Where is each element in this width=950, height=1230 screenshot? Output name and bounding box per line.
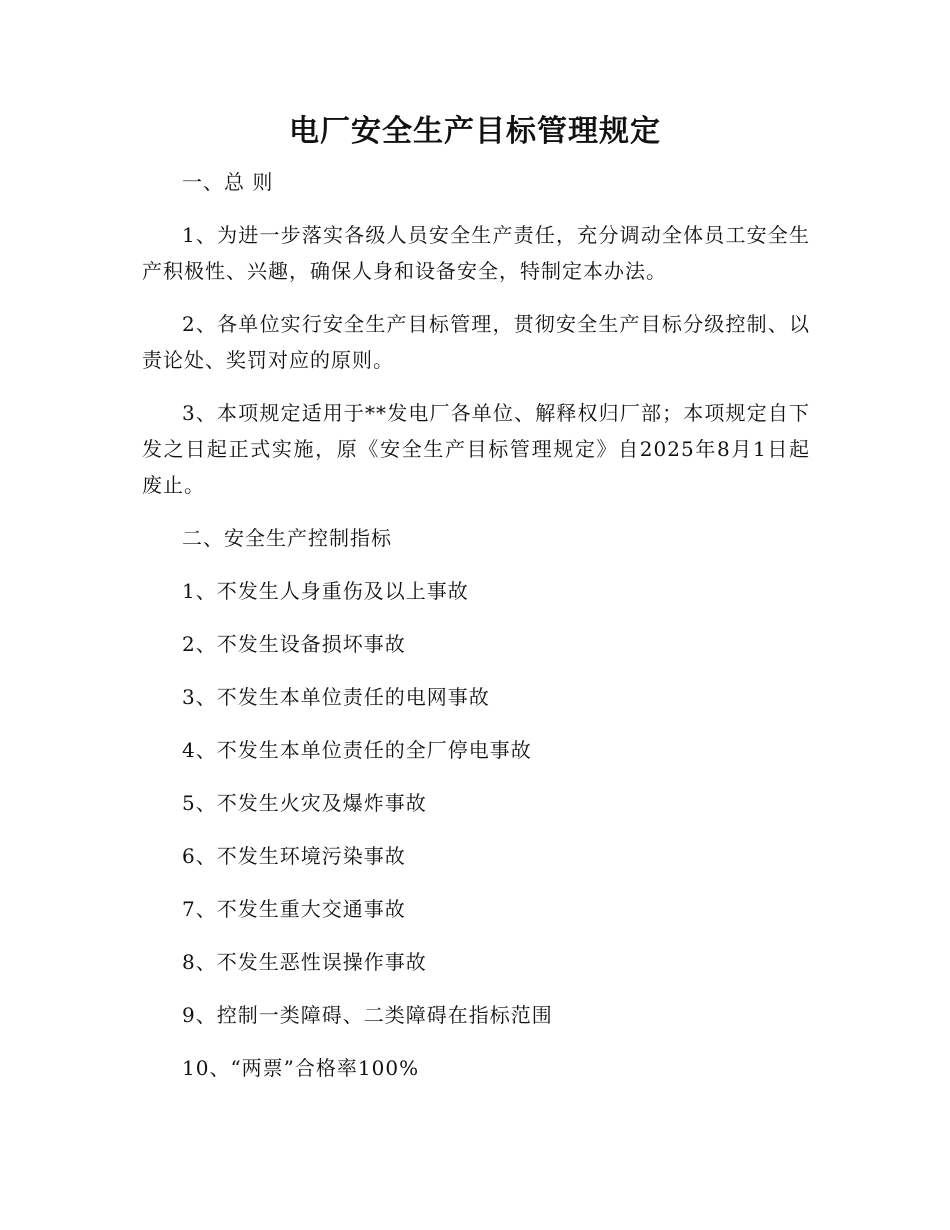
indicator-item: 8、不发生恶性误操作事故 <box>182 950 427 974</box>
general-paragraph-1: 1、为进一步落实各级人员安全生产责任，充分调动全体员工安全生产积极性、兴趣，确保人身和设备安全，特制定本办法。 <box>142 223 810 283</box>
document-body <box>142 164 810 1103</box>
document-title: 电厂安全生产目标管理规定 <box>289 114 661 149</box>
indicator-item: 4、不发生本单位责任的全厂停电事故 <box>182 738 532 762</box>
indicator-item: 2、不发生设备损坏事故 <box>182 632 406 656</box>
indicator-item: 9、控制一类障碍、二类障碍在指标范围 <box>182 1003 553 1027</box>
section-heading-control-indicators: 二、安全生产控制指标 <box>182 526 392 550</box>
indicator-item: 7、不发生重大交通事故 <box>182 897 406 921</box>
indicator-item: 3、不发生本单位责任的电网事故 <box>182 685 490 709</box>
general-paragraph-3: 3、本项规定适用于**发电厂各单位、解释权归厂部；本项规定自下发之日起正式实施，原《安全生产目标管理规定》自2025年8月1日起废止。 <box>142 401 810 497</box>
section-heading-general: 一、总 则 <box>182 170 274 194</box>
indicator-item: 1、不发生人身重伤及以上事故 <box>182 579 469 603</box>
indicator-item: 6、不发生环境污染事故 <box>182 844 406 868</box>
indicator-item: 5、不发生火灾及爆炸事故 <box>182 791 427 815</box>
general-paragraph-2: 2、各单位实行安全生产目标管理，贯彻安全生产目标分级控制、以责论处、奖罚对应的原则。 <box>142 312 810 372</box>
indicator-item: 10、“两票”合格率100% <box>182 1056 420 1080</box>
